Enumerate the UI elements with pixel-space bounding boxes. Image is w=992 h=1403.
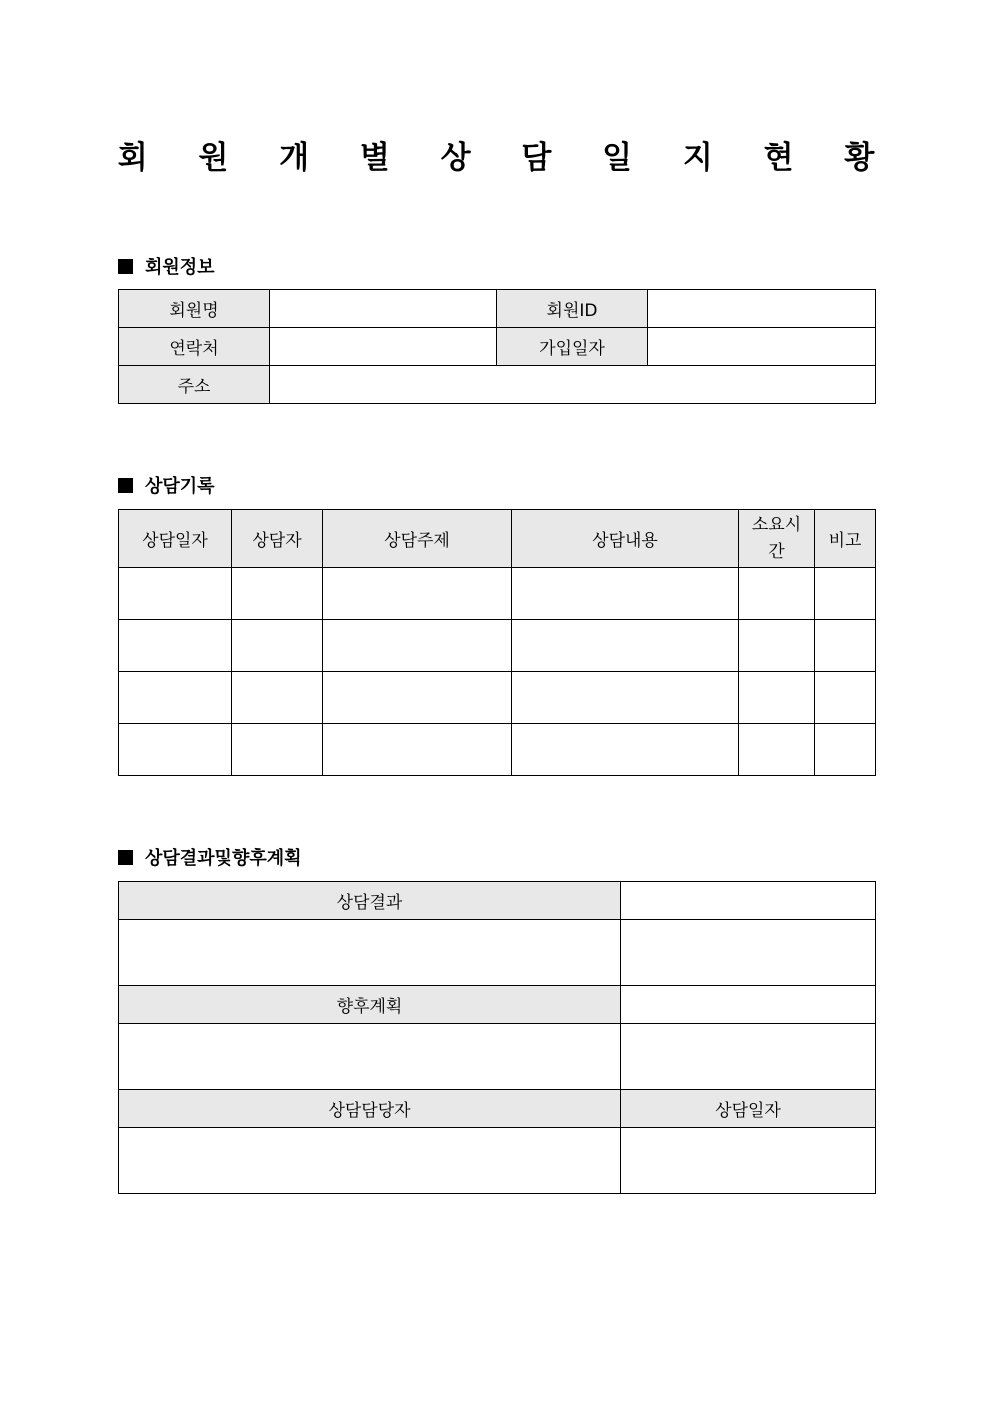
consult-record-table bbox=[118, 509, 876, 776]
address-label: 주소 bbox=[119, 366, 270, 404]
col-header-duration-line2: 간 bbox=[768, 541, 785, 562]
result-label: 상담결과 bbox=[119, 882, 621, 920]
table-cell[interactable] bbox=[323, 568, 512, 620]
table-cell[interactable] bbox=[739, 568, 815, 620]
table-cell[interactable] bbox=[323, 672, 512, 724]
plan-side-field[interactable] bbox=[621, 986, 876, 1024]
table-cell[interactable] bbox=[815, 568, 876, 620]
col-header-topic: 상담주제 bbox=[323, 510, 512, 568]
table-row bbox=[119, 724, 876, 776]
table-cell[interactable] bbox=[739, 672, 815, 724]
col-header-content: 상담내용 bbox=[512, 510, 739, 568]
result-field[interactable] bbox=[119, 920, 621, 986]
table-cell[interactable] bbox=[119, 620, 232, 672]
table-cell[interactable] bbox=[739, 724, 815, 776]
section-label: 상담기록 bbox=[145, 476, 215, 497]
table-cell[interactable] bbox=[815, 672, 876, 724]
table-cell[interactable] bbox=[232, 620, 323, 672]
join-date-field[interactable] bbox=[648, 328, 876, 366]
table-cell[interactable] bbox=[323, 620, 512, 672]
table-row bbox=[119, 672, 876, 724]
member-name-field[interactable] bbox=[270, 290, 497, 328]
join-date-label: 가입일자 bbox=[497, 328, 648, 366]
manager-label: 상담담당자 bbox=[119, 1090, 621, 1128]
section-label: 회원정보 bbox=[145, 257, 215, 278]
consult-date-label: 상담일자 bbox=[621, 1090, 876, 1128]
consult-date-field[interactable] bbox=[621, 1128, 876, 1194]
table-cell[interactable] bbox=[512, 620, 739, 672]
col-header-counselor: 상담자 bbox=[232, 510, 323, 568]
section-heading-record bbox=[118, 472, 215, 498]
table-cell[interactable] bbox=[512, 568, 739, 620]
member-id-label: 회원ID bbox=[497, 290, 648, 328]
square-bullet-icon bbox=[118, 259, 133, 274]
member-id-field[interactable] bbox=[648, 290, 876, 328]
table-cell[interactable] bbox=[815, 620, 876, 672]
square-bullet-icon bbox=[118, 850, 133, 865]
section-heading-result bbox=[118, 844, 302, 870]
page-title: 회 원 개 별 상 담 일 지 현 황 bbox=[117, 140, 895, 176]
table-cell[interactable] bbox=[119, 724, 232, 776]
table-cell[interactable] bbox=[512, 724, 739, 776]
col-header-duration bbox=[739, 510, 815, 568]
table-cell[interactable] bbox=[119, 568, 232, 620]
col-header-date: 상담일자 bbox=[119, 510, 232, 568]
phone-label: 연락처 bbox=[119, 328, 270, 366]
table-cell[interactable] bbox=[739, 620, 815, 672]
table-row bbox=[119, 568, 876, 620]
plan-field[interactable] bbox=[119, 1024, 621, 1090]
manager-field[interactable] bbox=[119, 1128, 621, 1194]
result-extra-field[interactable] bbox=[621, 920, 876, 986]
square-bullet-icon bbox=[118, 478, 133, 493]
col-header-duration-line1: 소요시 bbox=[751, 514, 802, 535]
phone-field[interactable] bbox=[270, 328, 497, 366]
plan-extra-field[interactable] bbox=[621, 1024, 876, 1090]
table-cell[interactable] bbox=[232, 724, 323, 776]
section-label: 상담결과및향후계획 bbox=[145, 848, 302, 869]
table-cell[interactable] bbox=[119, 672, 232, 724]
section-heading-member bbox=[118, 253, 215, 279]
col-header-note: 비고 bbox=[815, 510, 876, 568]
table-cell[interactable] bbox=[512, 672, 739, 724]
table-cell[interactable] bbox=[232, 672, 323, 724]
member-info-table bbox=[118, 289, 876, 404]
table-cell[interactable] bbox=[323, 724, 512, 776]
result-side-field[interactable] bbox=[621, 882, 876, 920]
table-row bbox=[119, 620, 876, 672]
address-field[interactable] bbox=[270, 366, 876, 404]
table-cell[interactable] bbox=[815, 724, 876, 776]
plan-label: 향후계획 bbox=[119, 986, 621, 1024]
result-plan-table bbox=[118, 881, 876, 1194]
table-cell[interactable] bbox=[232, 568, 323, 620]
member-name-label: 회원명 bbox=[119, 290, 270, 328]
